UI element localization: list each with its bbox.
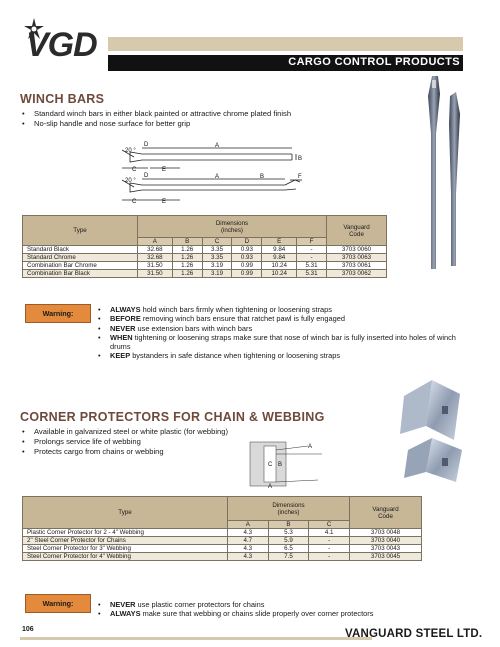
cell: 9.84 bbox=[262, 246, 297, 254]
col-header-dim: C bbox=[202, 238, 232, 246]
cell: 4.3 bbox=[228, 529, 269, 537]
winch-bar-diagram bbox=[120, 140, 310, 210]
diagram-label: A bbox=[215, 174, 220, 180]
cell-code: 3703 0063 bbox=[327, 254, 387, 262]
cell: 3.19 bbox=[202, 270, 232, 278]
cell: 5.31 bbox=[297, 262, 327, 270]
col-header-code bbox=[350, 497, 422, 529]
cell: 0.93 bbox=[232, 254, 262, 262]
cell: - bbox=[309, 537, 350, 545]
cell-type: Steel Corner Protector for 3" Webbing bbox=[23, 545, 228, 553]
warning-text: tightening or loosening straps make sure that nose of winch bar is fully inserted into holes of winch drums bbox=[110, 332, 456, 352]
col-header-dim: A bbox=[228, 521, 269, 529]
dims-label: Dimensions bbox=[215, 219, 249, 227]
cell: 4.1 bbox=[309, 529, 350, 537]
warning-item bbox=[98, 324, 468, 333]
diagram-label: E bbox=[162, 167, 167, 173]
winch-bullet: • Standard winch bars in either black painted or attractive chrome plated finish bbox=[22, 109, 291, 119]
warning-keyword: NEVER bbox=[110, 600, 136, 609]
code-label: Vanguard bbox=[343, 223, 370, 231]
page-title: CARGO CONTROL PRODUCTS bbox=[288, 56, 460, 68]
diagram-label: C bbox=[132, 167, 137, 173]
warning-text: bystanders in safe distance when tightening or loosening straps bbox=[130, 351, 341, 361]
cell: 5.9 bbox=[268, 537, 309, 545]
table-row bbox=[23, 270, 387, 278]
cell-type: 2" Steel Corner Protector for Chains bbox=[23, 537, 228, 545]
cell-code: 3703 0061 bbox=[327, 262, 387, 270]
code-label-2: Code bbox=[378, 512, 393, 520]
diagram-label: F bbox=[298, 174, 302, 180]
warning-keyword: ALWAYS bbox=[110, 609, 141, 619]
cell: - bbox=[309, 545, 350, 553]
warning-text: use extension bars with winch bars bbox=[135, 323, 253, 333]
diagram-label: B bbox=[260, 174, 265, 180]
cell: 4.3 bbox=[228, 553, 269, 561]
corner-bullet: • Prolongs service life of webbing bbox=[22, 437, 228, 447]
cell: 0.99 bbox=[232, 270, 262, 278]
col-header-dim: B bbox=[172, 238, 202, 246]
warning-badge: Warning: bbox=[25, 304, 91, 323]
col-header-dim: E bbox=[262, 238, 297, 246]
cell: 3.35 bbox=[202, 246, 232, 254]
cell-type: Combination Bar Black bbox=[23, 270, 138, 278]
cell: 4.3 bbox=[228, 545, 269, 553]
diagram-label: A bbox=[268, 484, 273, 490]
diagram-label: C bbox=[268, 462, 273, 468]
col-header-dim: F bbox=[297, 238, 327, 246]
cell: 1.26 bbox=[172, 270, 202, 278]
diagram-label: B bbox=[278, 462, 283, 468]
cell: 9.84 bbox=[262, 254, 297, 262]
col-header-dim: C bbox=[309, 521, 350, 529]
col-header-type: Type bbox=[23, 497, 228, 529]
cell: 3.19 bbox=[202, 262, 232, 270]
cell: 31.50 bbox=[138, 270, 173, 278]
cell: 32.68 bbox=[138, 246, 173, 254]
corner-protector-diagram bbox=[248, 440, 328, 490]
corner-bullets bbox=[22, 427, 228, 457]
col-header-type: Type bbox=[23, 216, 138, 246]
col-header-dimensions bbox=[228, 497, 350, 521]
warning-text: make sure that webbing or chains slide properly over corner protectors bbox=[140, 609, 374, 619]
table-row bbox=[23, 254, 387, 262]
dims-unit: (inches) bbox=[277, 508, 300, 516]
cell: 4.7 bbox=[228, 537, 269, 545]
corner-bullet: • Available in galvanized steel or white plastic (for webbing) bbox=[22, 427, 228, 437]
cell-code: 3703 0062 bbox=[327, 270, 387, 278]
cell-code: 3703 0043 bbox=[350, 545, 422, 553]
cell: 7.5 bbox=[268, 553, 309, 561]
header-tan-bar bbox=[108, 37, 463, 51]
diagram-label: 20 ° bbox=[125, 178, 136, 184]
brand-logo bbox=[20, 18, 102, 68]
cell: 31.50 bbox=[138, 262, 173, 270]
section-title-winch: WINCH BARS bbox=[20, 92, 105, 106]
diagram-label: B bbox=[298, 156, 303, 162]
footer-bar bbox=[20, 637, 372, 640]
cell: 5.3 bbox=[268, 529, 309, 537]
cell-code: 3703 0040 bbox=[350, 537, 422, 545]
corner-spec-table bbox=[22, 496, 422, 561]
cell: - bbox=[309, 553, 350, 561]
corner-protector-photo bbox=[392, 378, 482, 488]
cell: 0.99 bbox=[232, 262, 262, 270]
logo-text: VGD bbox=[26, 26, 97, 64]
cell-code: 3703 0045 bbox=[350, 553, 422, 561]
winch-bullet: • No-slip handle and nose surface for better grip bbox=[22, 119, 291, 129]
cell-type: Standard Black bbox=[23, 246, 138, 254]
table-row bbox=[23, 553, 422, 561]
corner-bullet: • Protects cargo from chains or webbing bbox=[22, 447, 228, 457]
cell: 0.93 bbox=[232, 246, 262, 254]
cell: - bbox=[297, 246, 327, 254]
table-row bbox=[23, 529, 422, 537]
footer-brand: VANGUARD STEEL LTD. bbox=[345, 628, 483, 640]
section-title-corner: CORNER PROTECTORS FOR CHAIN & WEBBING bbox=[20, 410, 325, 424]
cell-type: Plastic Corner Protector for 2 - 4" Webbing bbox=[23, 529, 228, 537]
warning-item bbox=[98, 351, 468, 360]
cell-code: 3703 0048 bbox=[350, 529, 422, 537]
warning-item bbox=[98, 305, 468, 314]
winch-bullets bbox=[22, 109, 291, 129]
col-header-dim: B bbox=[268, 521, 309, 529]
warning-keyword: NEVER bbox=[110, 323, 136, 333]
diagram-label: D bbox=[144, 173, 149, 179]
warning-item bbox=[98, 333, 468, 352]
diagram-label: 20 ° bbox=[125, 148, 136, 154]
cell-type: Combination Bar Chrome bbox=[23, 262, 138, 270]
cell: 10.24 bbox=[262, 270, 297, 278]
cell: 1.26 bbox=[172, 246, 202, 254]
cell-type: Standard Chrome bbox=[23, 254, 138, 262]
table-row bbox=[23, 537, 422, 545]
code-label: Vanguard bbox=[372, 505, 399, 513]
col-header-code bbox=[327, 216, 387, 246]
winch-warnings bbox=[98, 305, 468, 361]
cell: 5.31 bbox=[297, 270, 327, 278]
table-row bbox=[23, 545, 422, 553]
diagram-label: A bbox=[215, 143, 220, 149]
warning-keyword: BEFORE bbox=[110, 314, 141, 324]
warning-text: use plastic corner protectors for chains bbox=[135, 600, 265, 609]
diagram-label: A bbox=[308, 444, 313, 450]
warning-badge: Warning: bbox=[25, 594, 91, 613]
cell: 10.24 bbox=[262, 262, 297, 270]
diagram-label: C bbox=[132, 199, 137, 205]
cell: 6.5 bbox=[268, 545, 309, 553]
winch-bar-photo bbox=[420, 74, 475, 274]
warning-text: hold winch bars firmly when tightening or loosening straps bbox=[140, 305, 332, 314]
cell: - bbox=[297, 254, 327, 262]
page-number: 106 bbox=[22, 626, 34, 633]
dims-label: Dimensions bbox=[272, 501, 305, 509]
warning-keyword: KEEP bbox=[110, 351, 131, 361]
table-row bbox=[23, 262, 387, 270]
cell-type: Steel Corner Protector for 4" Webbing bbox=[23, 553, 228, 561]
warning-keyword: WHEN bbox=[110, 332, 133, 342]
warning-item bbox=[98, 314, 468, 323]
corner-warnings bbox=[98, 600, 468, 619]
col-header-dim: D bbox=[232, 238, 262, 246]
warning-item bbox=[98, 600, 468, 609]
diagram-label: E bbox=[162, 199, 167, 205]
winch-spec-table bbox=[22, 215, 387, 278]
cell: 1.26 bbox=[172, 262, 202, 270]
warning-text: removing winch bars ensure that ratchet pawl is fully engaged bbox=[140, 314, 345, 324]
col-header-dimensions bbox=[138, 216, 327, 238]
cell: 1.26 bbox=[172, 254, 202, 262]
warning-keyword: ALWAYS bbox=[110, 305, 141, 314]
code-label-2: Code bbox=[349, 230, 364, 238]
cell: 3.35 bbox=[202, 254, 232, 262]
warning-item bbox=[98, 609, 468, 618]
cell-code: 3703 0060 bbox=[327, 246, 387, 254]
dims-unit: (inches) bbox=[220, 226, 243, 234]
col-header-dim: A bbox=[138, 238, 173, 246]
cell: 32.68 bbox=[138, 254, 173, 262]
diagram-label: D bbox=[144, 142, 149, 148]
table-row bbox=[23, 246, 387, 254]
